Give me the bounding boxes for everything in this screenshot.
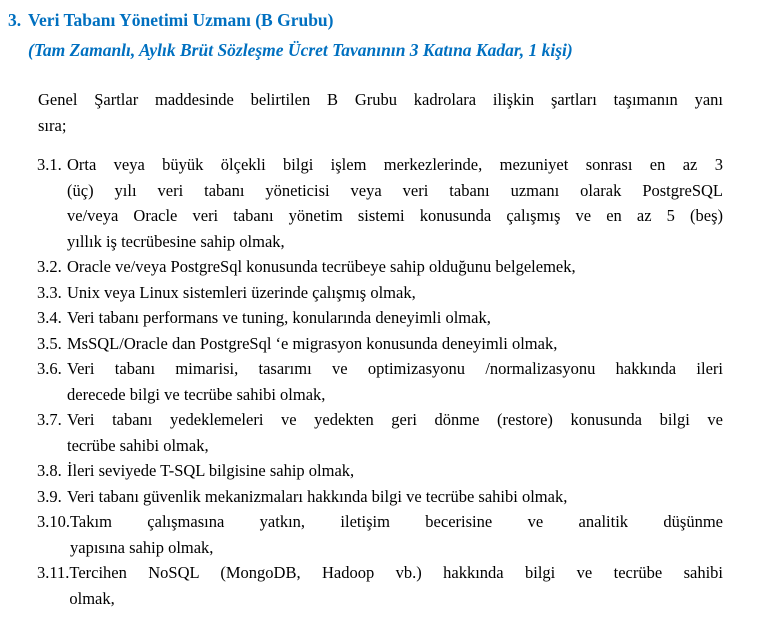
item-number: 3.5. (37, 333, 62, 353)
item-text (67, 407, 723, 458)
intro-line: sıra; (38, 115, 67, 135)
list-item (37, 152, 723, 254)
item-number: 3.7. (37, 410, 62, 429)
list-item (37, 407, 723, 458)
item-number: 3.3. (37, 282, 62, 302)
item-number: 3.6. (37, 359, 62, 378)
item-text (67, 331, 723, 357)
list-item (37, 509, 723, 560)
item-text-line: Veri tabanı performans ve tuning, konularında deneyimli olmak, (67, 308, 491, 327)
item-text-line: ve/veya Oracle veri tabanı yönetim sistemi konusunda çalışmış ve en az 5 (beş) (67, 206, 723, 225)
item-text-line: Veri tabanı güvenlik mekanizmaları hakkında bilgi ve tecrübe sahibi olmak, (67, 486, 568, 506)
item-text-line: İleri seviyede T-SQL bilgisine sahip olmak, (67, 461, 355, 480)
item-text (67, 305, 723, 331)
section-title: Veri Tabanı Yönetimi Uzmanı (B Grubu) (28, 10, 334, 30)
item-text-line: derecede bilgi ve tecrübe sahibi olmak, (67, 384, 326, 404)
item-text-line: (üç) yılı veri tabanı yöneticisi veya veri tabanı uzmanı olarak PostgreSQL (67, 180, 723, 200)
list-item (37, 254, 723, 280)
requirements-list (37, 152, 723, 611)
intro-paragraph (38, 87, 723, 138)
item-text-line: Veri tabanı yedeklemeleri ve yedekten geri dönme (restore) konusunda bilgi ve (67, 410, 723, 429)
item-text (67, 458, 723, 484)
item-text-line: MsSQL/Oracle dan PostgreSql ‘e migrasyon konusunda deneyimli olmak, (67, 333, 558, 353)
list-item (37, 356, 723, 407)
item-text (70, 509, 723, 560)
item-number: 3.9. (37, 486, 62, 506)
list-item (37, 484, 723, 510)
list-item (37, 458, 723, 484)
section-number: 3. (8, 10, 22, 30)
list-item (37, 331, 723, 357)
item-text-line: olmak, (69, 588, 115, 608)
item-text-line: Takım çalışmasına yatkın, iletişim becerisine ve analitik düşünme (70, 512, 723, 531)
item-number: 3.11. (37, 563, 70, 582)
item-text (67, 484, 723, 510)
item-number: 3.8. (37, 461, 62, 480)
section-heading (8, 5, 723, 35)
item-number: 3.2. (37, 257, 62, 276)
item-text (67, 152, 723, 254)
section-subtitle: (Tam Zamanlı, Aylık Brüt Sözleşme Ücret Tavanının 3 Katına Kadar, 1 kişi) (28, 40, 573, 60)
list-item (37, 280, 723, 306)
item-text (69, 560, 723, 611)
intro-line: Genel Şartlar maddesinde belirtilen B Grubu kadrolara ilişkin şartları taşımanın yanı (38, 90, 723, 109)
item-text (67, 280, 723, 306)
item-number: 3.1. (37, 155, 62, 174)
item-text-line: tecrübe sahibi olmak, (67, 435, 209, 455)
item-number: 3.4. (37, 308, 62, 327)
item-text-line: Veri tabanı mimarisi, tasarımı ve optimizasyonu /normalizasyonu hakkında ileri (67, 359, 723, 378)
list-item (37, 305, 723, 331)
item-text (67, 254, 723, 280)
list-item (37, 560, 723, 611)
item-text-line: yıllık iş tecrübesine sahip olmak, (67, 231, 285, 251)
item-text-line: yapısına sahip olmak, (70, 537, 214, 557)
item-number: 3.10. (37, 512, 70, 531)
item-text-line: Oracle ve/veya PostgreSql konusunda tecrübeye sahip olduğunu belgelemek, (67, 257, 576, 276)
item-text (67, 356, 723, 407)
item-text-line: Unix veya Linux sistemleri üzerinde çalışmış olmak, (67, 282, 416, 302)
item-text-line: Tercihen NoSQL (MongoDB, Hadoop vb.) hakkında bilgi ve tecrübe sahibi (69, 563, 723, 582)
item-text-line: Orta veya büyük ölçekli bilgi işlem merkezlerinde, mezuniyet sonrası en az 3 (67, 155, 723, 174)
